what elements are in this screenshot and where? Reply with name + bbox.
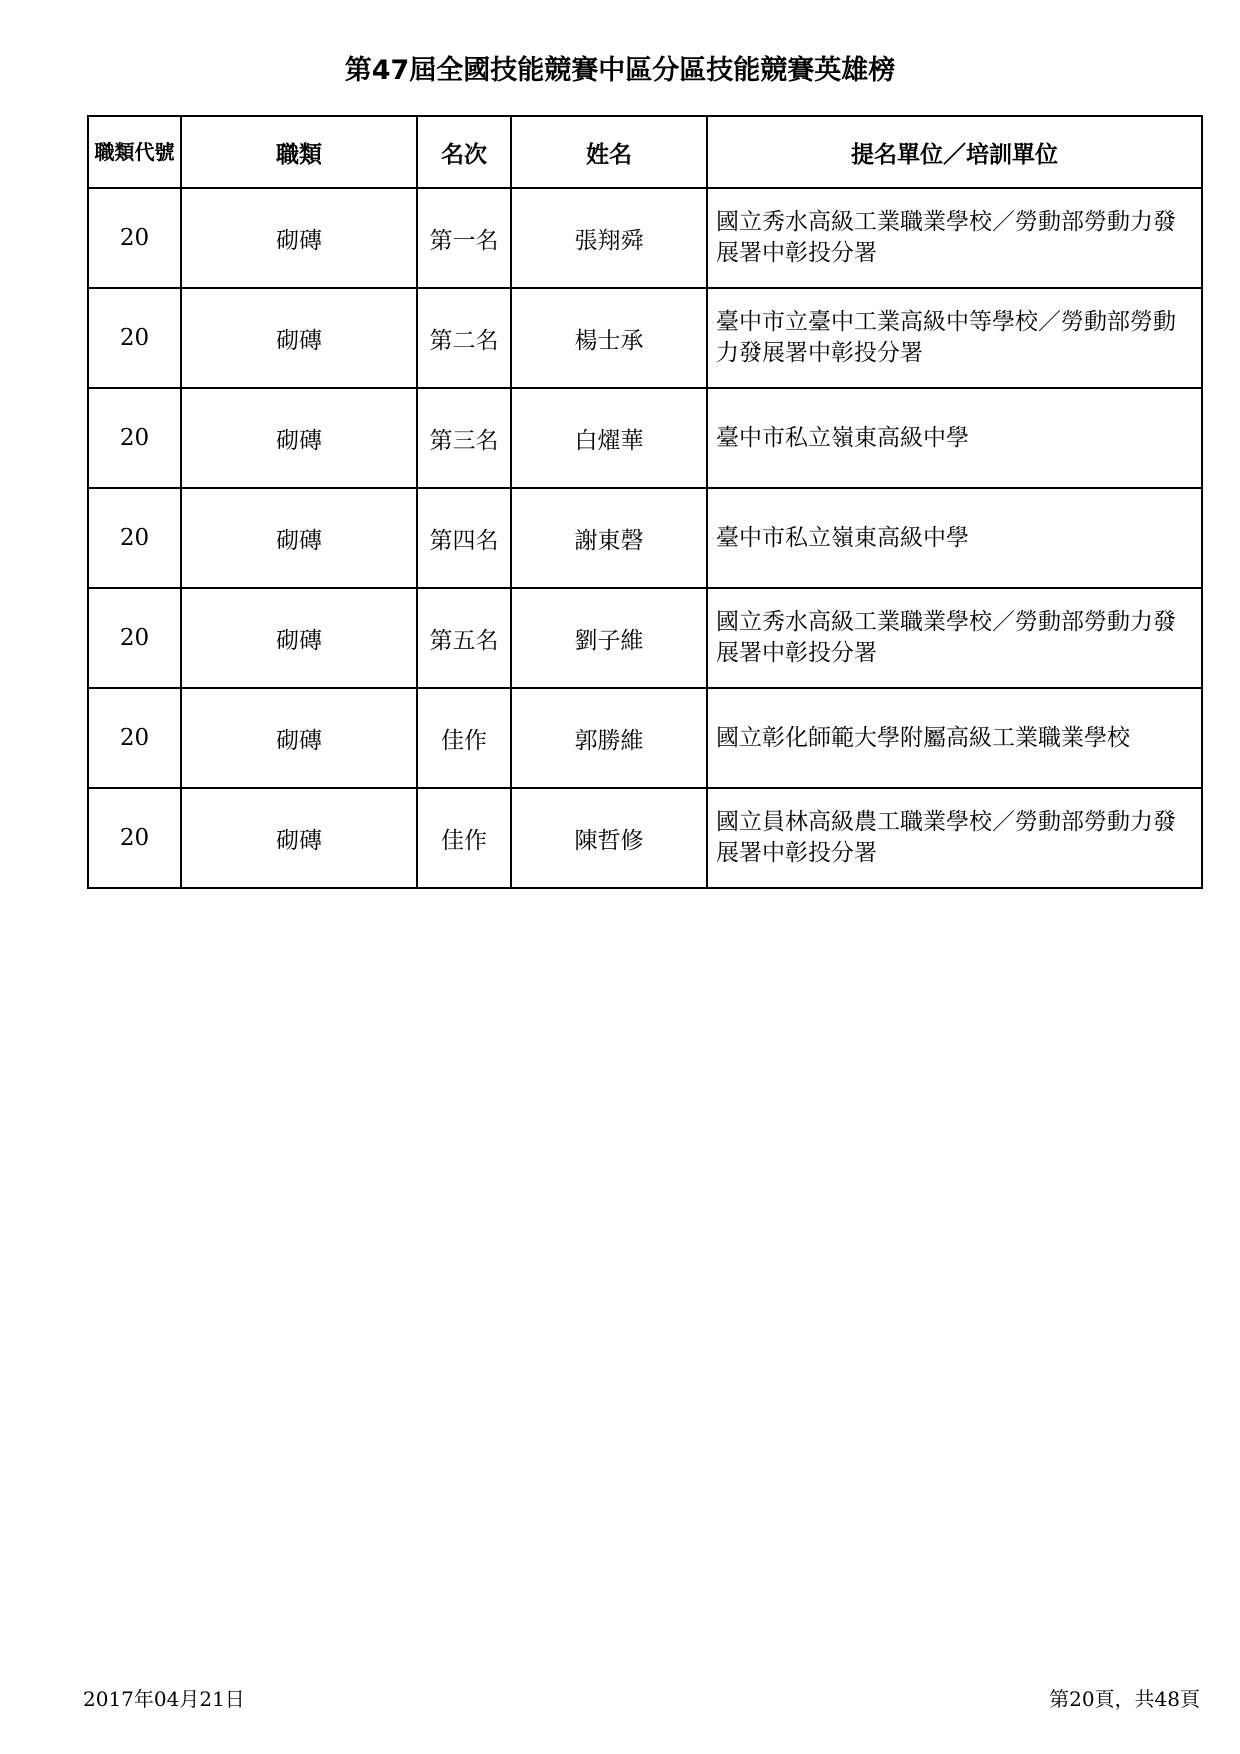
- cell-name: 劉子維: [511, 588, 707, 688]
- cell-category: 砌磚: [181, 388, 417, 488]
- table-header-row: [88, 116, 1202, 188]
- cell-unit: 國立秀水高級工業職業學校／勞動部勞動力發展署中彰投分署: [707, 588, 1202, 688]
- table-row: [88, 588, 1202, 688]
- table-row: [88, 788, 1202, 888]
- header-rank: 名次: [417, 116, 511, 188]
- table-row: [88, 288, 1202, 388]
- cell-rank: 第五名: [417, 588, 511, 688]
- cell-category: 砌磚: [181, 488, 417, 588]
- cell-rank: 第二名: [417, 288, 511, 388]
- results-table: [87, 115, 1203, 889]
- header-category: 職類: [181, 116, 417, 188]
- cell-rank: 第三名: [417, 388, 511, 488]
- cell-code: 20: [88, 488, 181, 588]
- cell-unit: 國立彰化師範大學附屬高級工業職業學校: [707, 688, 1202, 788]
- cell-unit: 國立員林高級農工職業學校／勞動部勞動力發展署中彰投分署: [707, 788, 1202, 888]
- cell-code: 20: [88, 688, 181, 788]
- cell-code: 20: [88, 288, 181, 388]
- table-row: [88, 188, 1202, 288]
- cell-category: 砌磚: [181, 588, 417, 688]
- cell-code: 20: [88, 788, 181, 888]
- cell-unit: 臺中市私立嶺東高級中學: [707, 388, 1202, 488]
- cell-rank: 佳作: [417, 688, 511, 788]
- header-unit: 提名單位／培訓單位: [707, 116, 1202, 188]
- header-name: 姓名: [511, 116, 707, 188]
- cell-name: 郭勝維: [511, 688, 707, 788]
- header-code: 職類代號: [88, 116, 181, 188]
- cell-category: 砌磚: [181, 188, 417, 288]
- cell-category: 砌磚: [181, 688, 417, 788]
- cell-rank: 第四名: [417, 488, 511, 588]
- cell-unit: 臺中市私立嶺東高級中學: [707, 488, 1202, 588]
- cell-unit: 臺中市立臺中工業高級中等學校／勞動部勞動力發展署中彰投分署: [707, 288, 1202, 388]
- cell-name: 陳哲修: [511, 788, 707, 888]
- cell-code: 20: [88, 188, 181, 288]
- cell-code: 20: [88, 588, 181, 688]
- page-title: 第47屆全國技能競賽中區分區技能競賽英雄榜: [344, 55, 896, 86]
- table-row: [88, 488, 1202, 588]
- cell-name: 張翔舜: [511, 188, 707, 288]
- table-row: [88, 688, 1202, 788]
- cell-code: 20: [88, 388, 181, 488]
- cell-name: 楊士承: [511, 288, 707, 388]
- cell-category: 砌磚: [181, 788, 417, 888]
- cell-category: 砌磚: [181, 288, 417, 388]
- footer-page-number: 第20頁，共48頁: [1049, 1687, 1200, 1711]
- cell-unit: 國立秀水高級工業職業學校／勞動部勞動力發展署中彰投分署: [707, 188, 1202, 288]
- cell-rank: 佳作: [417, 788, 511, 888]
- cell-name: 謝東磬: [511, 488, 707, 588]
- table-row: [88, 388, 1202, 488]
- cell-rank: 第一名: [417, 188, 511, 288]
- cell-name: 白燿華: [511, 388, 707, 488]
- footer-date: 2017年04月21日: [83, 1687, 245, 1711]
